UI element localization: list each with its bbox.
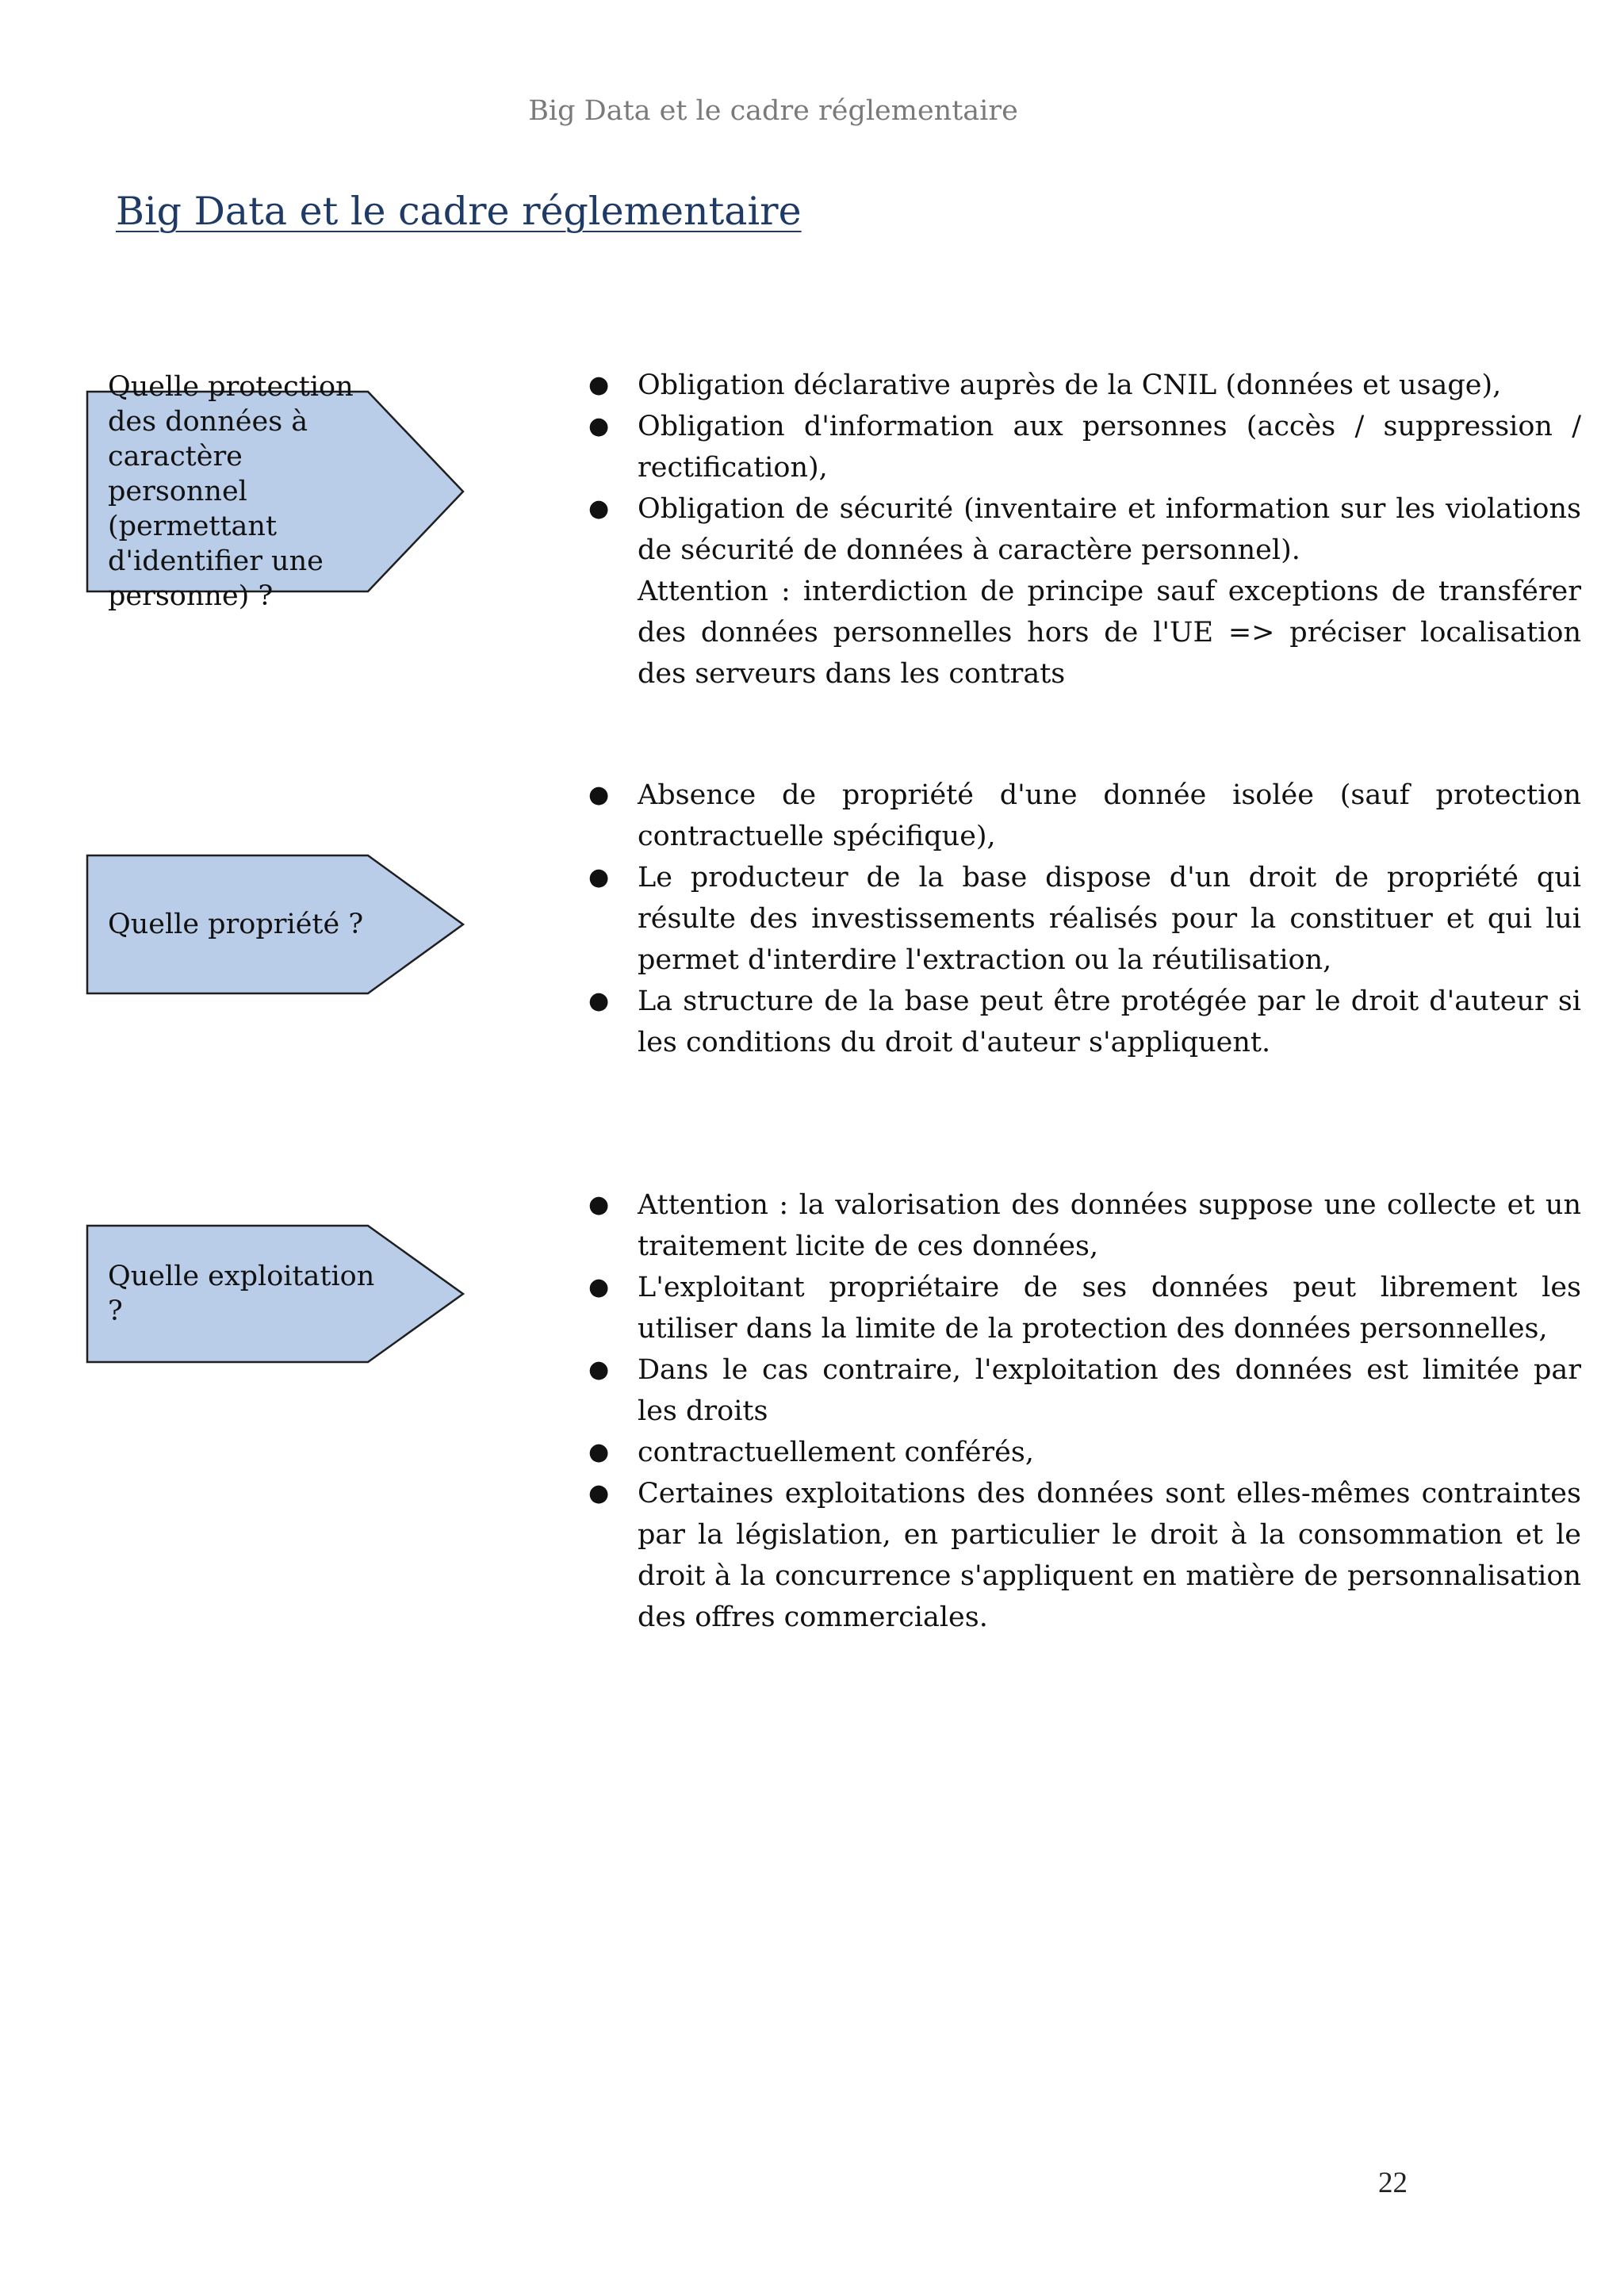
bullet-list [588,775,1581,1063]
answer-block-protection [588,365,1581,695]
page-number: 22 [1378,2167,1408,2199]
list-item-text: Obligation de sécurité (inventaire et information sur les violations de sécurité de données à caractère personnel). [638,493,1581,566]
list-item-text: Obligation déclarative auprès de la CNIL (données et usage), [638,369,1502,401]
list-item [588,365,1581,406]
attention-note: Attention : interdiction de principe sauf exceptions de transférer des données personnelles hors de l'UE => préciser localisation des serveurs dans les contrats [638,576,1581,690]
answer-block-exploitation [588,1184,1581,1638]
bullet-icon: ● [588,495,610,522]
question-label: Quelle exploitation ? [108,1261,375,1327]
question-arrow-protection [86,371,466,612]
bullet-icon: ● [588,1273,610,1301]
list-item-text: Certaines exploitations des données sont elles-mêmes contraintes par la législation, en particulier le droit à la consommation et le droit à la concurrence s'appliquent en matière de personnalisation des offres commerciales. [638,1478,1581,1633]
list-item [588,1267,1581,1349]
list-item-text: Le producteur de la base dispose d'un droit de propriété qui résulte des investissements réalisés pour la constituer et qui lui permet d'interdire l'extraction ou la réutilisation, [638,862,1581,976]
bullet-list [588,365,1581,571]
question-label: Quelle protection des données à caractère personnel (permettant d'identifier une personne) ? [108,371,354,612]
bullet-icon: ● [588,781,610,809]
bullet-icon: ● [588,987,610,1015]
question-arrow-propriete [86,854,466,995]
list-item [588,406,1581,488]
bullet-icon: ● [588,412,610,440]
bullet-icon: ● [588,1438,610,1466]
list-item-text: Obligation d'information aux personnes (accès / suppression / rectification), [638,411,1581,484]
list-item-text: Attention : la valorisation des données suppose une collecte et un traitement licite de ces données, [638,1189,1581,1262]
list-item [588,775,1581,857]
list-item [588,981,1581,1063]
list-item-text: Absence de propriété d'une donnée isolée (sauf protection contractuelle spécifique), [638,779,1581,852]
list-item [588,1473,1581,1638]
bullet-icon: ● [588,1479,610,1507]
bullet-icon: ● [588,1191,610,1219]
bullet-icon: ● [588,1356,610,1383]
list-item [588,1184,1581,1267]
bullet-list [588,1184,1581,1638]
list-item-text: L'exploitant propriétaire de ses données peut librement les utiliser dans la limite de la protection des données personnelles, [638,1272,1581,1345]
list-item [588,857,1581,981]
list-item-text: Dans le cas contraire, l'exploitation des données est limitée par les droits [638,1354,1581,1427]
list-item-text: La structure de la base peut être protégée par le droit d'auteur si les conditions du droit d'auteur s'appliquent. [638,985,1581,1058]
list-item [588,1349,1581,1432]
question-arrow-exploitation [86,1224,466,1364]
running-header: Big Data et le cadre réglementaire [528,95,1018,127]
bullet-icon: ● [588,863,610,891]
page-title: Big Data et le cadre réglementaire [116,189,802,234]
question-label: Quelle propriété ? [108,909,364,940]
list-item [588,1432,1581,1473]
bullet-icon: ● [588,371,610,399]
list-item [588,488,1581,571]
answer-block-propriete [588,775,1581,1063]
list-item-text: contractuellement conférés, [638,1437,1034,1468]
